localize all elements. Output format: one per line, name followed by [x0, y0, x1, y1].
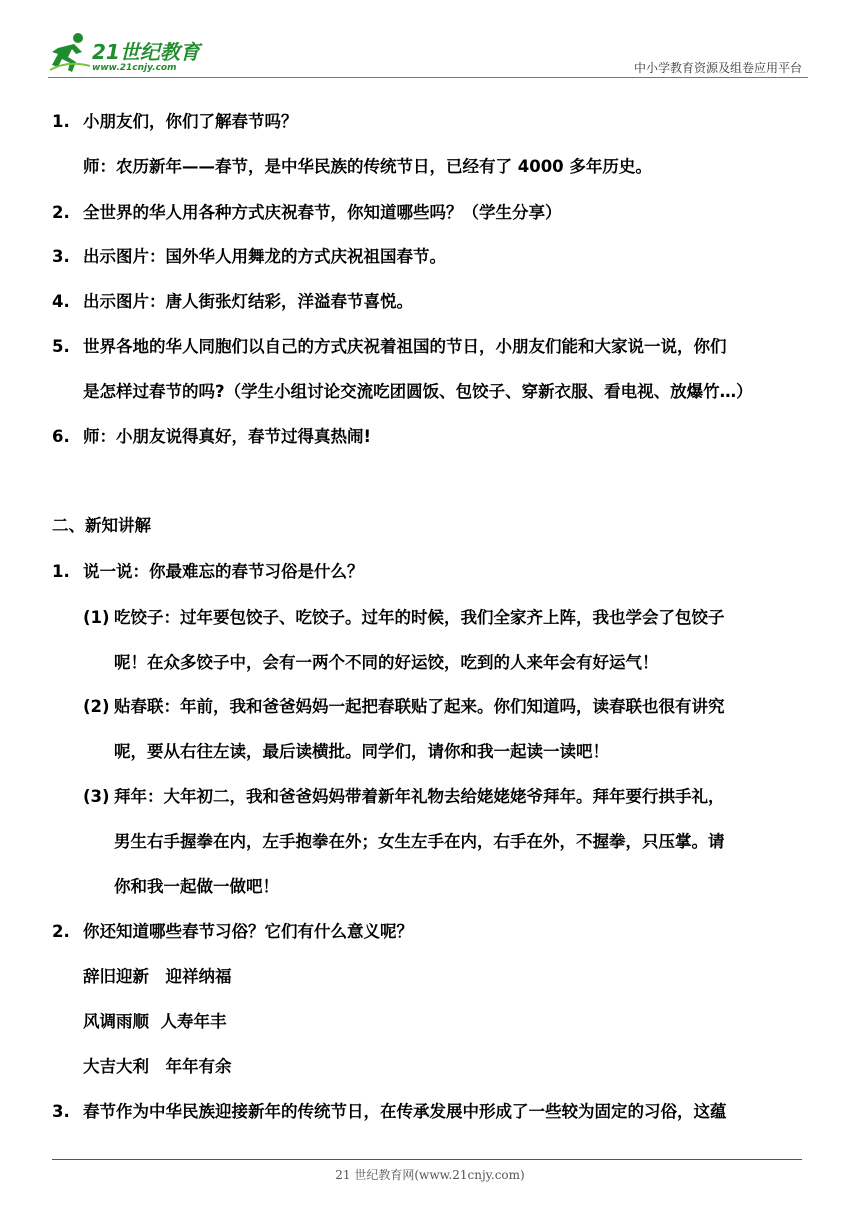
page-header	[0, 0, 860, 80]
sub-item-text: 你和我一起做一做吧！	[114, 877, 279, 896]
item-text: 师：农历新年——春节，是中华民族的传统节日，已经有了 4000 多年历史。	[83, 157, 652, 176]
item-text: 出示图片：国外华人用舞龙的方式庆祝祖国春节。	[83, 247, 446, 266]
sub-item-number: (2)	[83, 697, 110, 716]
sub-item-text: 拜年：大年初二，我和爸爸妈妈带着新年礼物去给姥姥姥爷拜年。拜年要行拱手礼，	[114, 787, 725, 806]
item-text: 春节作为中华民族迎接新年的传统节日，在传承发展中形成了一些较为固定的习俗，这蕴	[83, 1102, 727, 1121]
phrase-text: 风调雨顺 人寿年丰	[83, 1012, 227, 1031]
sub-item-text: 吃饺子：过年要包饺子、吃饺子。过年的时候，我们全家齐上阵，我也学会了包饺子	[114, 608, 725, 627]
sub-item-number: (1)	[83, 608, 110, 627]
item-text: 是怎样过春节的吗?（学生小组讨论交流吃团圆饭、包饺子、穿新衣服、看电视、放爆竹…）	[83, 382, 753, 401]
footer-divider	[52, 1159, 802, 1160]
footer-text[interactable]: 21 世纪教育网(www.21cnjy.com)	[335, 1168, 525, 1182]
item-number: 3.	[52, 247, 70, 266]
logo-url: www.21cnjy.com	[92, 63, 177, 73]
item-number: 4.	[52, 292, 70, 311]
sub-item-text: 呢，要从右往左读，最后读横批。同学们，请你和我一起读一读吧！	[114, 742, 609, 761]
item-number: 1.	[52, 562, 70, 581]
runner-logo-icon	[48, 30, 92, 74]
sub-item-text: 贴春联：年前，我和爸爸妈妈一起把春联贴了起来。你们知道吗，读春联也很有讲究	[114, 697, 725, 716]
section-title: 二、新知讲解	[52, 516, 151, 535]
item-number: 2.	[52, 922, 70, 941]
item-number: 2.	[52, 203, 70, 222]
logo-title: 21世纪教育	[92, 40, 200, 64]
header-platform-text: 中小学教育资源及组卷应用平台	[633, 61, 802, 75]
header-divider	[48, 77, 808, 78]
item-text: 世界各地的华人同胞们以自己的方式庆祝着祖国的节日，小朋友们能和大家说一说，你们	[83, 337, 727, 356]
item-text: 全世界的华人用各种方式庆祝春节，你知道哪些吗？（学生分享）	[83, 203, 562, 222]
item-text: 小朋友们，你们了解春节吗？	[83, 112, 298, 131]
item-text: 说一说：你最难忘的春节习俗是什么？	[83, 562, 364, 581]
sub-item-text: 呢！在众多饺子中，会有一两个不同的好运饺，吃到的人来年会有好运气！	[114, 653, 659, 672]
item-number: 6.	[52, 427, 70, 446]
item-text: 你还知道哪些春节习俗？它们有什么意义呢？	[83, 922, 413, 941]
item-number: 3.	[52, 1102, 70, 1121]
phrase-text: 大吉大利 年年有余	[83, 1057, 232, 1076]
item-text: 师：小朋友说得真好，春节过得真热闹!	[83, 427, 372, 446]
item-number: 1.	[52, 112, 70, 131]
item-text: 出示图片：唐人街张灯结彩，洋溢春节喜悦。	[83, 292, 413, 311]
phrase-text: 辞旧迎新 迎祥纳福	[83, 967, 232, 986]
site-logo[interactable]	[48, 30, 248, 78]
sub-item-number: (3)	[83, 787, 110, 806]
sub-item-text: 男生右手握拳在内，左手抱拳在外；女生左手在内，右手在外，不握拳，只压掌。请	[114, 832, 725, 851]
item-number: 5.	[52, 337, 70, 356]
